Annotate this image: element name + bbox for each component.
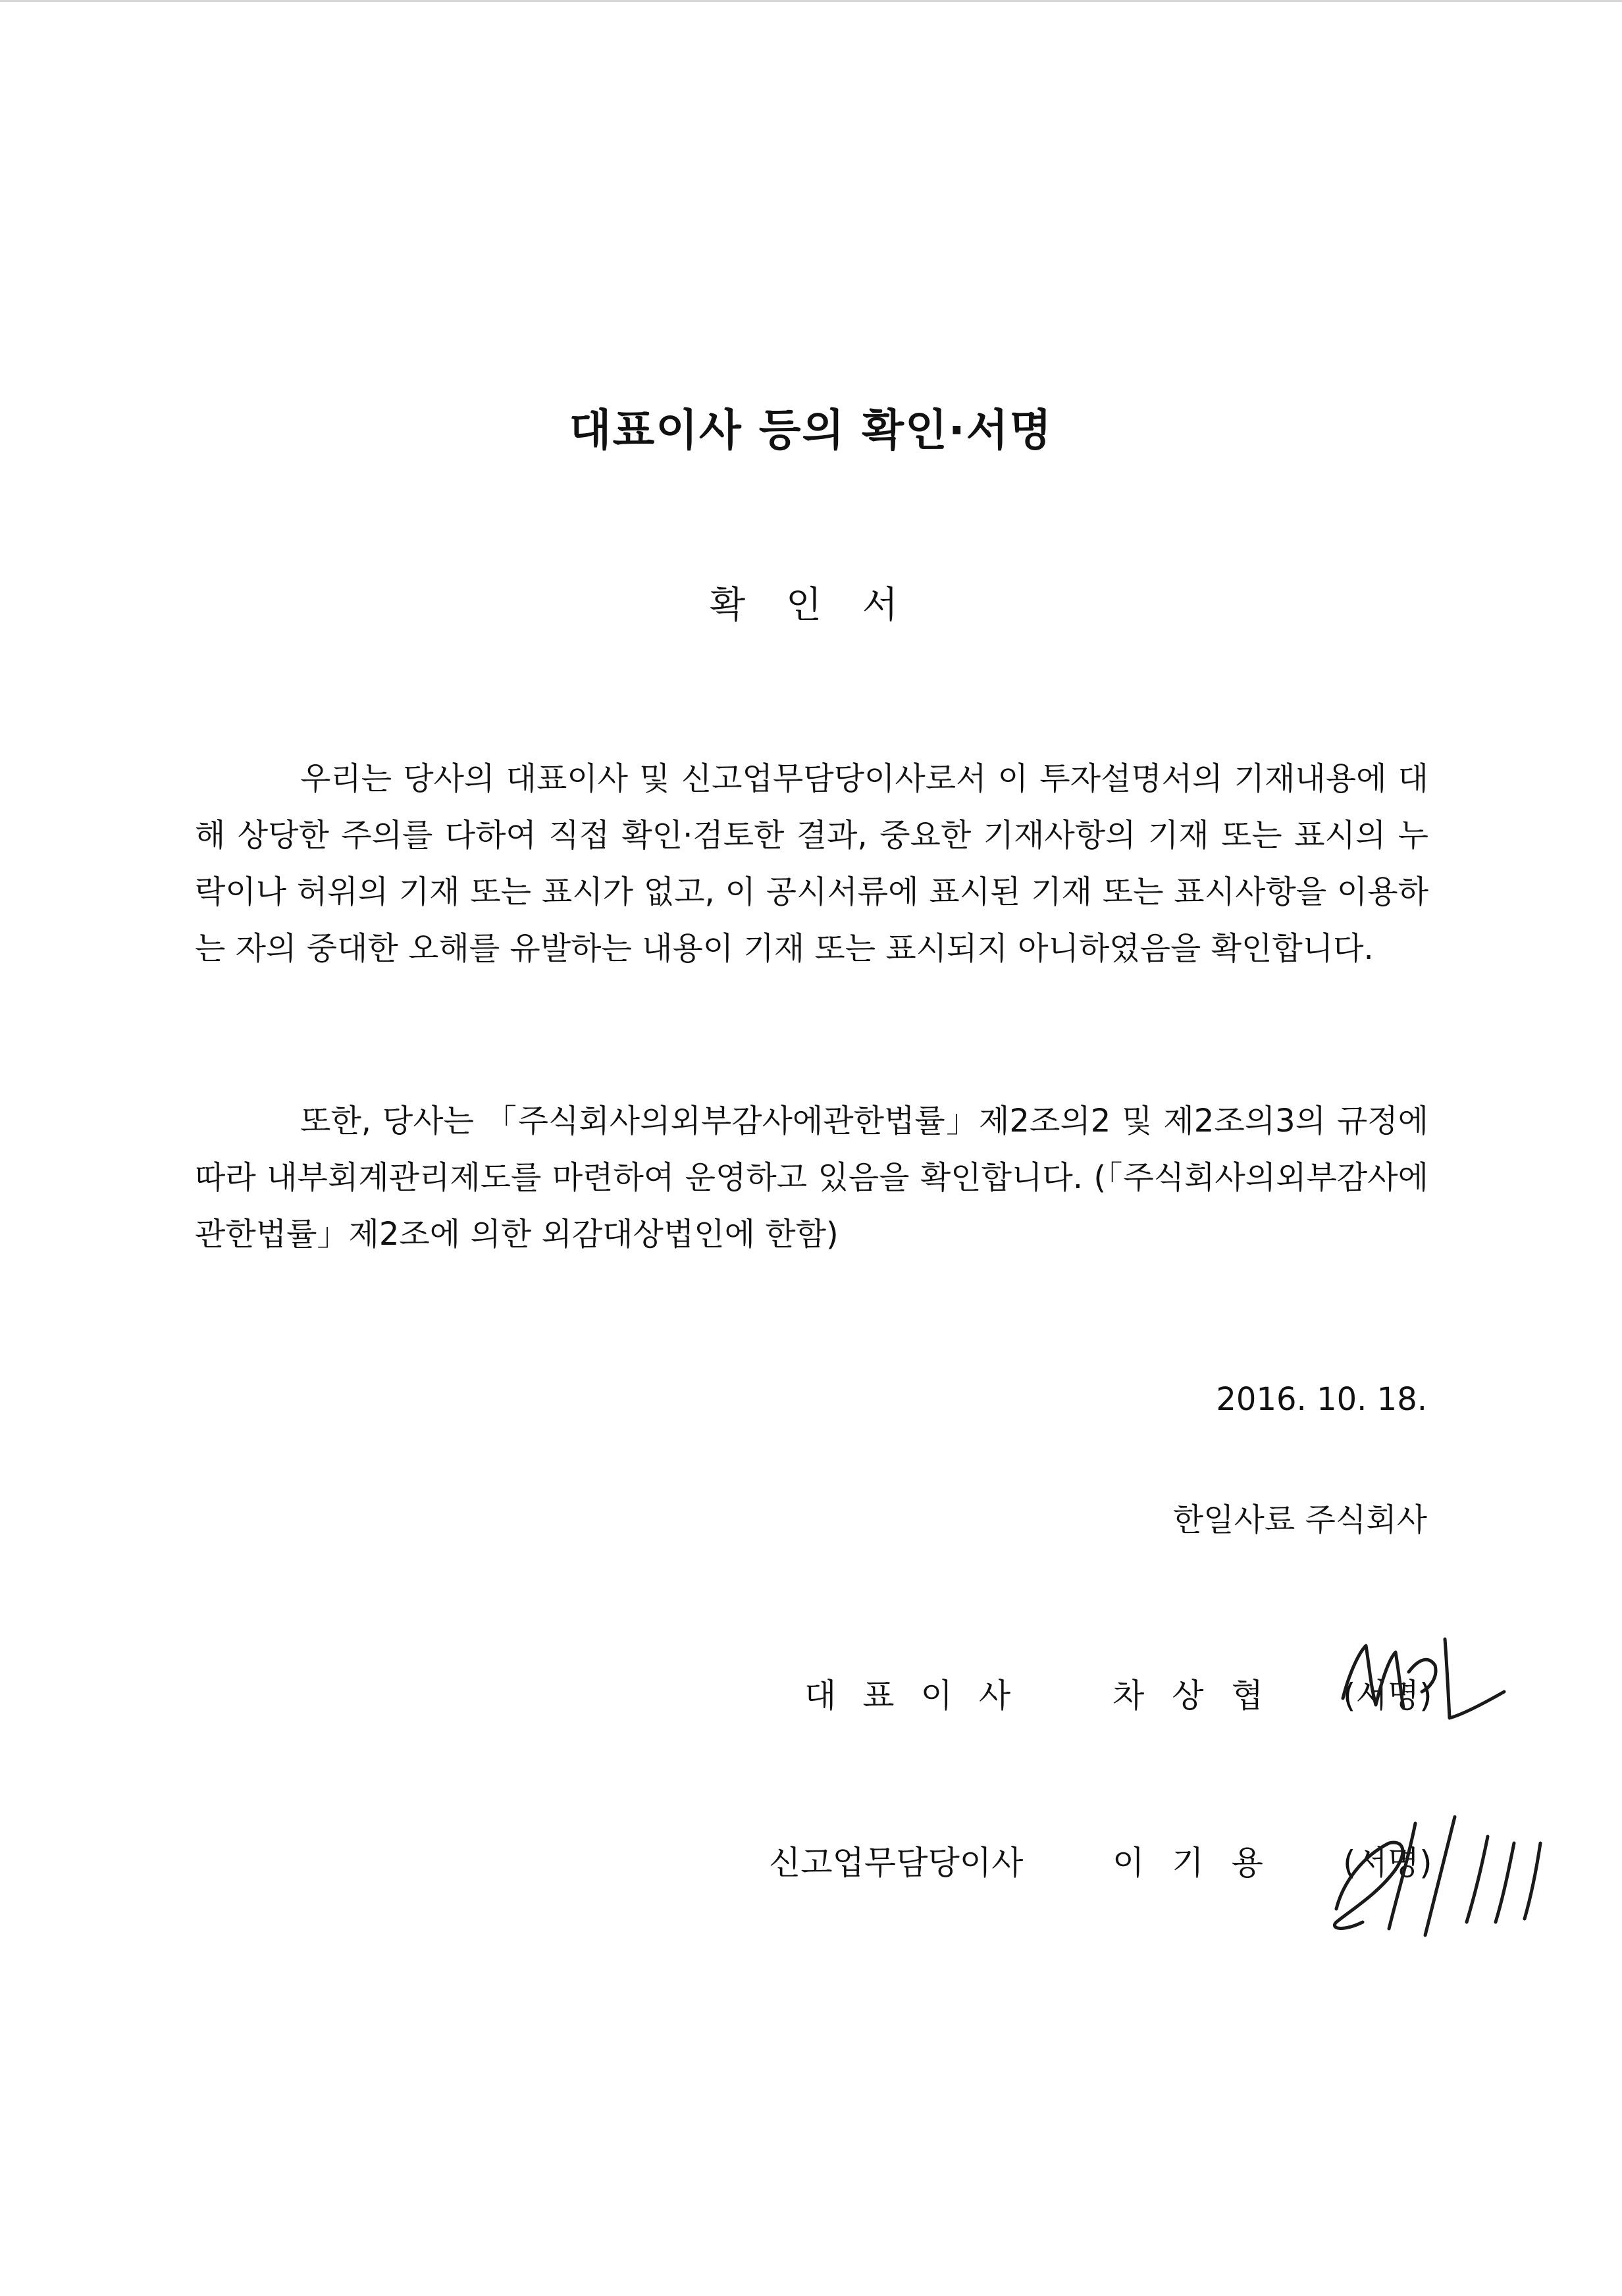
signatory-name: 이기용 bbox=[1112, 1844, 1291, 1882]
signatory-role: 대표이사 bbox=[804, 1677, 1037, 1715]
signature-placeholder: (서명) bbox=[1343, 1844, 1432, 1882]
confirmation-paragraph: 우리는 당사의 대표이사 및 신고업무담당이사로서 이 투자설명서의 기재내용에 대해 상당한 주의를 다하여 직접 확인·검토한 결과, 중요한 기재사항의 기재 또는 표시의 누락이나 허위의 기재 또는 표시가 없고, 이 공시서류에 표시된 기재 또는 표시사항을 이용하는 자의 중대한 오해를 유발하는 내용이 기재 또는 표시되지 아니하였음을 확인합니다. bbox=[195, 760, 1428, 967]
signature-placeholder: (서명) bbox=[1343, 1677, 1432, 1715]
signatory-name: 차상협 bbox=[1112, 1677, 1291, 1715]
scan-edge bbox=[0, 0, 1622, 2]
document-date: 2016. 10. 18. bbox=[1216, 1381, 1427, 1418]
signatory-role: 신고업무담당이사 bbox=[769, 1844, 1024, 1882]
signatory-row-ceo bbox=[0, 1669, 1622, 1722]
internal-control-paragraph: 또한, 당사는 「주식회사의외부감사에관한법률」제2조의2 및 제2조의3의 규정에 따라 내부회계관리제도를 마련하여 운영하고 있음을 확인합니다. (「주식회사의외부감사에관한법률」제2조에 의한 외감대상법인에 한함) bbox=[195, 1103, 1428, 1253]
company-name: 한일사료 주식회사 bbox=[1172, 1501, 1427, 1538]
document-title: 대표이사 등의 확인·서명 bbox=[569, 405, 1053, 456]
signatory-row-disclosure-officer bbox=[0, 1837, 1622, 1889]
document-subtitle: 확 인 서 bbox=[710, 584, 912, 627]
